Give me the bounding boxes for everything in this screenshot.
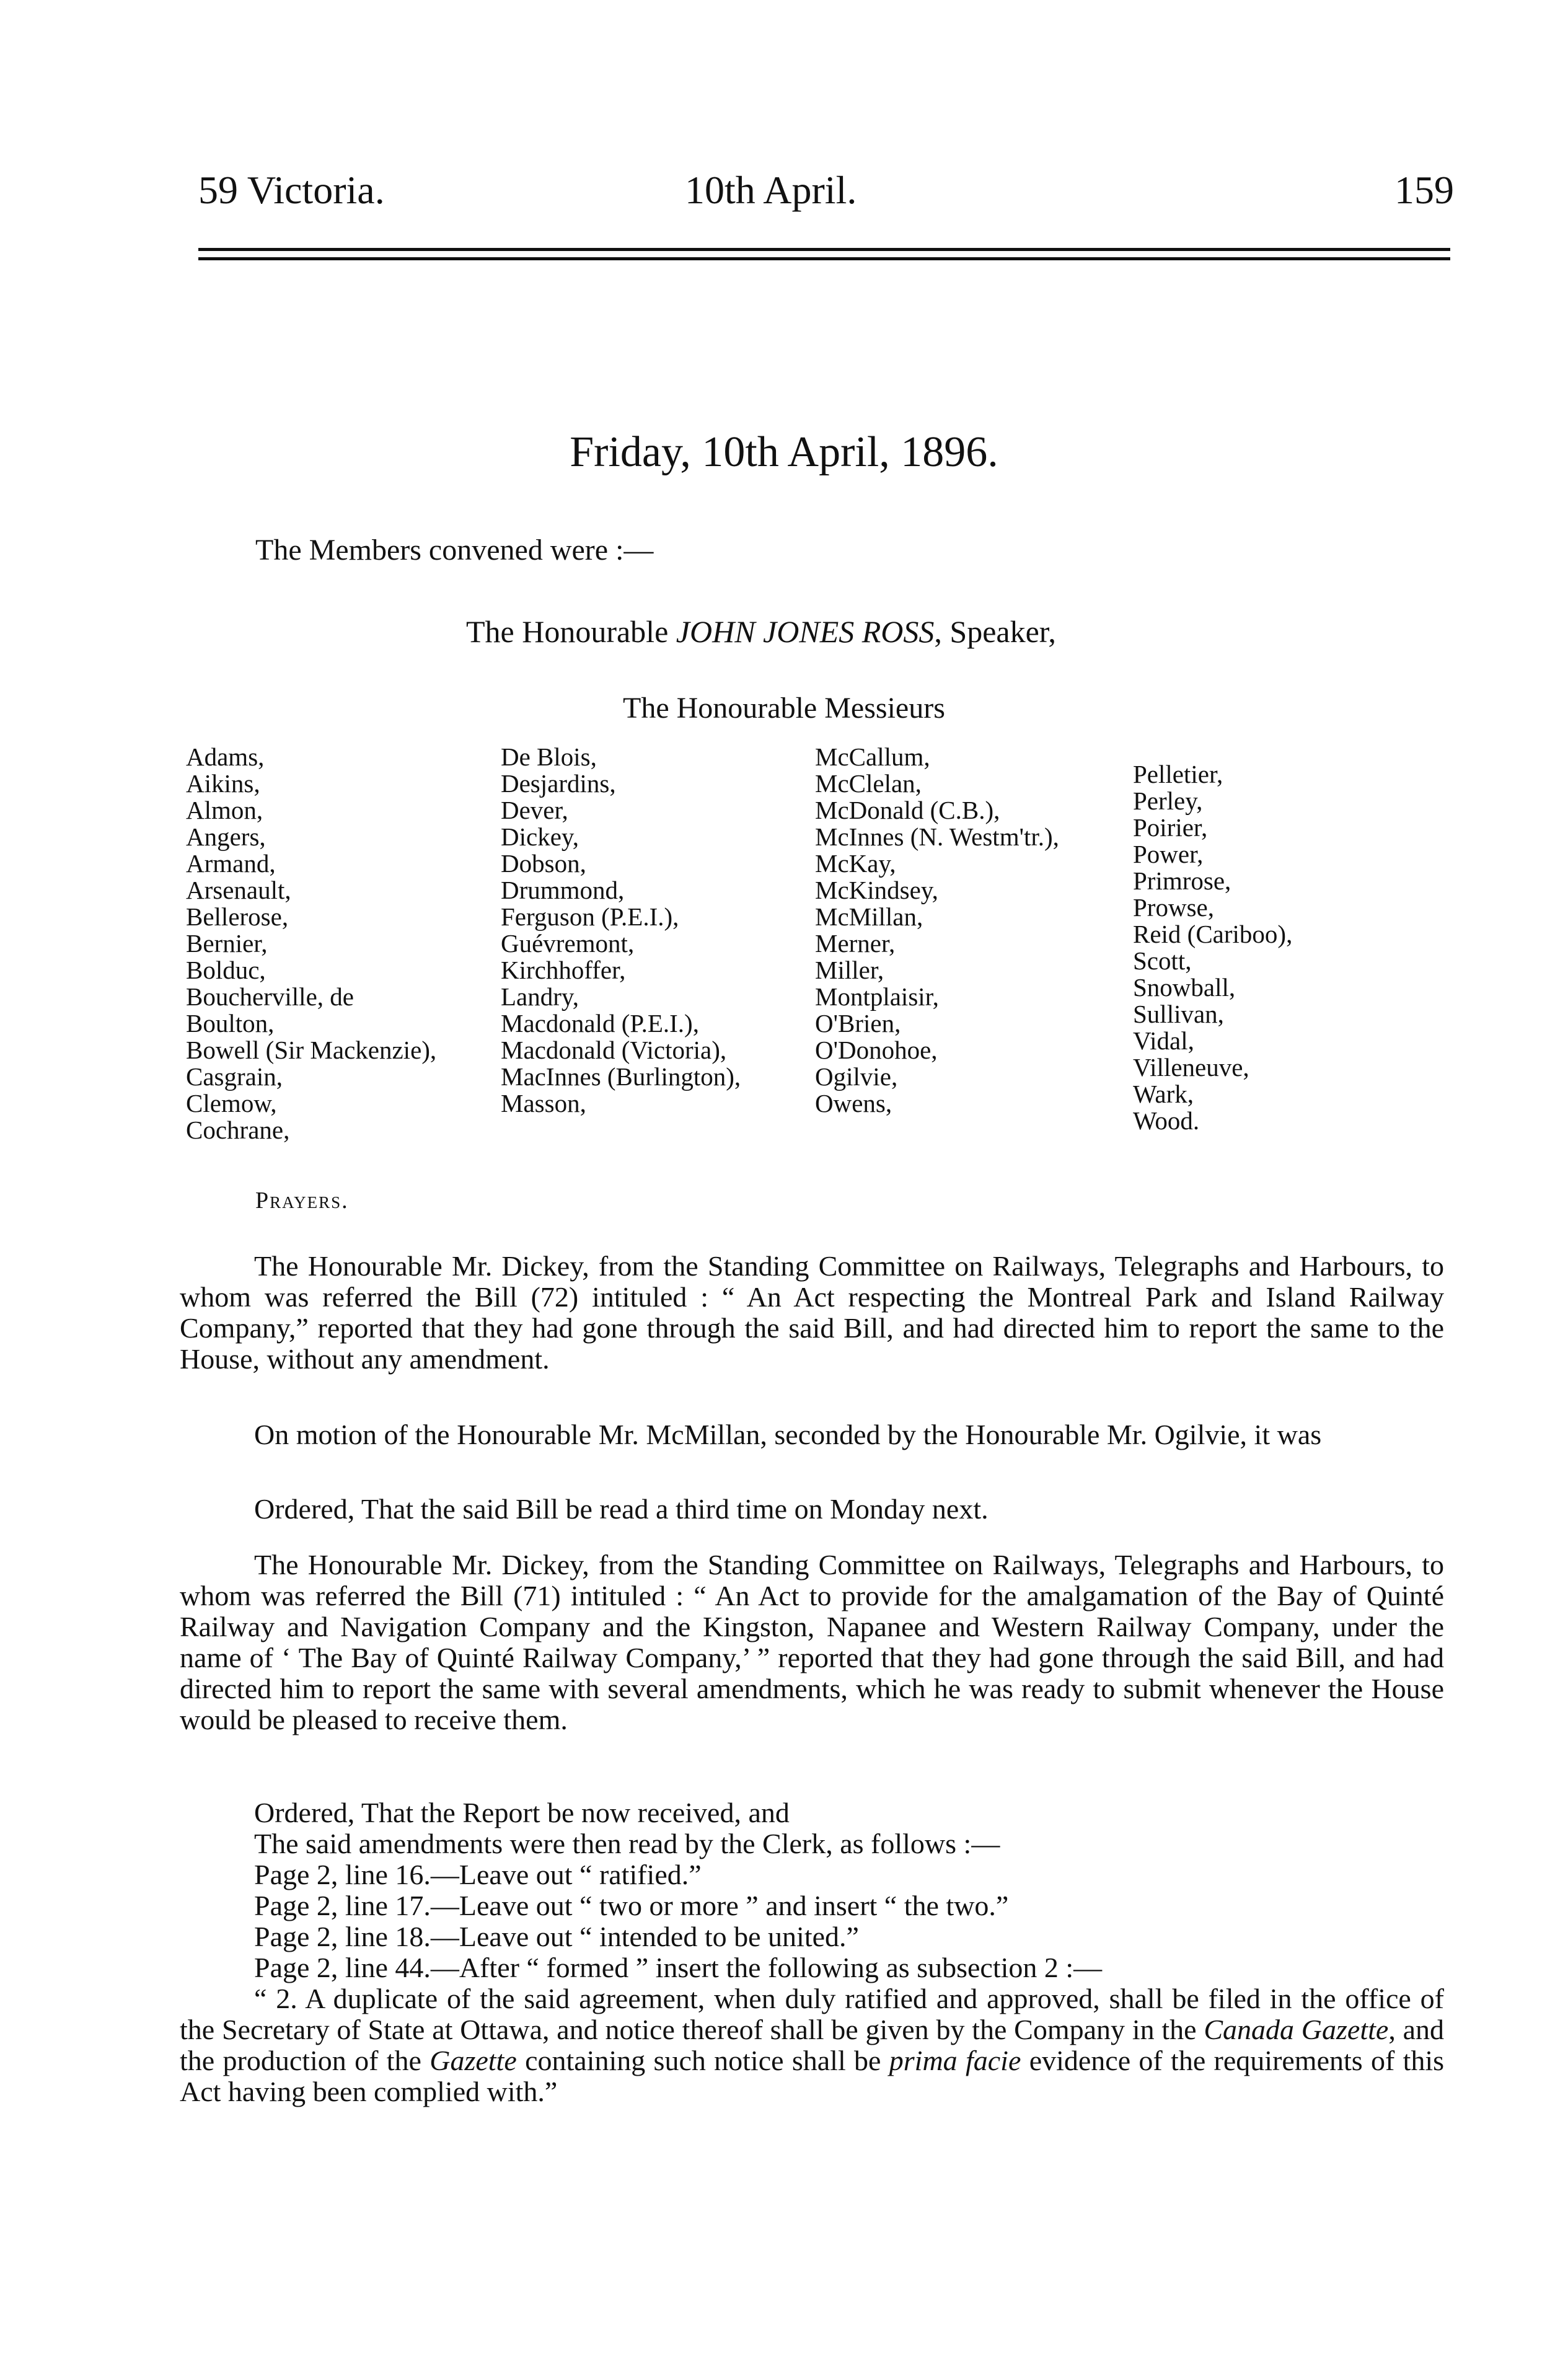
member-name: Perley, <box>1133 787 1203 815</box>
member-name: Bowell (Sir Mackenzie), <box>186 1036 437 1064</box>
member-name: McKay, <box>815 849 896 878</box>
prayers-heading: Prayers. <box>255 1188 349 1214</box>
gazette-italic: Gazette <box>429 2045 517 2076</box>
member-name: Prowse, <box>1133 893 1214 922</box>
member-name: McClelan, <box>815 769 922 798</box>
amendment-line-17: Page 2, line 17.—Leave out “ two or more ” and insert “ the two.” <box>254 1890 1009 1921</box>
ordered-third-reading: Ordered, That the said Bill be read a third time on Monday next. <box>254 1493 989 1525</box>
member-name: Arsenault, <box>186 876 291 904</box>
member-name: Casgrain, <box>186 1062 283 1091</box>
member-name: Almon, <box>186 796 263 824</box>
member-name: Sullivan, <box>1133 1000 1224 1028</box>
subsection-text-d: evidence of the requirements of this Act having been complied with.” <box>180 2045 1445 2107</box>
header-rule-top <box>198 248 1450 251</box>
member-name: McDonald (C.B.), <box>815 796 1000 824</box>
subsection-2-paragraph <box>180 1983 1444 2107</box>
members-column-4 <box>1133 761 1292 1134</box>
amendments-read-line: The said amendments were then read by the Clerk, as follows :— <box>254 1828 1000 1859</box>
amendment-line-16: Page 2, line 16.—Leave out “ ratified.” <box>254 1859 702 1890</box>
amendment-line-18: Page 2, line 18.—Leave out “ intended to be united.” <box>254 1921 859 1952</box>
member-name: Boulton, <box>186 1009 275 1038</box>
member-name: Boucherville, de <box>186 982 354 1011</box>
member-name: Vidal, <box>1133 1026 1194 1055</box>
running-header-left: 59 Victoria. <box>198 168 385 212</box>
page-number: 159 <box>1394 168 1454 212</box>
members-column-1 <box>186 744 436 1144</box>
report-paragraph-bill-72: The Honourable Mr. Dickey, from the Standing Committee on Railways, Telegraphs and Harbours, to whom was referred the Bill (72) intituled : “ An Act respecting the Montreal Park and Island Railway Company,” reported that they had gone through the said Bill, and had directed him to report the same to the House, without any amendment. <box>180 1250 1444 1375</box>
member-name: Cochrane, <box>186 1116 290 1144</box>
member-name: Drummond, <box>501 876 625 904</box>
member-name: O'Brien, <box>815 1009 901 1038</box>
ordered-report-received: Ordered, That the Report be now received, and <box>254 1797 790 1828</box>
subsection-text-b: , and the production of the <box>180 2014 1445 2076</box>
member-name: Dobson, <box>501 849 586 878</box>
member-name: Merner, <box>815 929 896 958</box>
member-name: Villeneuve, <box>1133 1053 1249 1082</box>
member-name: Ferguson (P.E.I.), <box>501 902 679 931</box>
member-name: Bolduc, <box>186 956 266 984</box>
member-name: MacInnes (Burlington), <box>501 1062 741 1091</box>
member-name: Bernier, <box>186 929 268 958</box>
member-name: Landry, <box>501 982 579 1011</box>
member-name: Montplaisir, <box>815 982 939 1011</box>
messieurs-heading: The Honourable Messieurs <box>623 692 945 725</box>
member-name: McKindsey, <box>815 876 938 904</box>
member-name: Wark, <box>1133 1080 1194 1108</box>
running-header-date: 10th April. <box>685 168 857 212</box>
member-name: Guévremont, <box>501 929 635 958</box>
member-name: Macdonald (P.E.I.), <box>501 1009 699 1038</box>
members-column-2 <box>501 744 741 1117</box>
member-name: Power, <box>1133 840 1204 868</box>
subsection-text-c: containing such notice shall be <box>525 2045 881 2076</box>
motion-paragraph: On motion of the Honourable Mr. McMillan, seconded by the Honourable Mr. Ogilvie, it was <box>254 1419 1322 1450</box>
member-name: O'Donohoe, <box>815 1036 938 1064</box>
member-name: Pelletier, <box>1133 760 1223 788</box>
page-title: Friday, 10th April, 1896. <box>570 428 998 476</box>
member-name: Dickey, <box>501 822 579 851</box>
member-name: Poirier, <box>1133 813 1208 842</box>
member-name: Desjardins, <box>501 769 616 798</box>
member-name: Miller, <box>815 956 884 984</box>
member-name: Ogilvie, <box>815 1062 898 1091</box>
speaker-name: JOHN JONES ROSS <box>676 614 935 649</box>
amendment-line-44: Page 2, line 44.—After “ formed ” insert the following as subsection 2 :— <box>254 1952 1103 1983</box>
member-name: McCallum, <box>815 743 930 771</box>
member-name: Snowball, <box>1133 973 1236 1002</box>
member-name: Dever, <box>501 796 568 824</box>
convened-line: The Members convened were :— <box>255 534 654 566</box>
speaker-line <box>466 614 1056 650</box>
report-paragraph-bill-71: The Honourable Mr. Dickey, from the Standing Committee on Railways, Telegraphs and Harbours, to whom was referred the Bill (71) intituled : “ An Act to provide for the amalgamation of the Bay of Quinté Railway and Navigation Company and the Kingston, Napanee and Western Railway Company, under the name of ‘ The Bay of Quinté Railway Company,’ ” reported that they had gone through the said Bill, and had directed him to report the same with several amendments, which he was ready to submit whenever the House would be pleased to receive them. <box>180 1549 1444 1735</box>
member-name: Reid (Cariboo), <box>1133 920 1293 948</box>
canada-gazette-italic: Canada Gazette <box>1204 2014 1389 2045</box>
member-name: Macdonald (Victoria), <box>501 1036 727 1064</box>
speaker-prefix: The Honourable <box>466 614 669 649</box>
header-rule-bottom <box>198 257 1450 260</box>
member-name: Kirchhoffer, <box>501 956 626 984</box>
member-name: Scott, <box>1133 946 1192 975</box>
member-name: Adams, <box>186 743 265 771</box>
member-name: Bellerose, <box>186 902 289 931</box>
member-name: Wood. <box>1133 1106 1200 1135</box>
speaker-suffix: , Speaker, <box>934 614 1056 649</box>
member-name: Primrose, <box>1133 866 1231 895</box>
member-name: Armand, <box>186 849 276 878</box>
member-name: Angers, <box>186 822 266 851</box>
member-name: Owens, <box>815 1089 892 1117</box>
member-name: McMillan, <box>815 902 923 931</box>
member-name: McInnes (N. Westm'tr.), <box>815 822 1059 851</box>
prima-facie-italic: prima facie <box>889 2045 1021 2076</box>
member-name: Clemow, <box>186 1089 277 1117</box>
member-name: De Blois, <box>501 743 597 771</box>
member-name: Masson, <box>501 1089 586 1117</box>
member-name: Aikins, <box>186 769 260 798</box>
members-column-3 <box>815 744 1059 1117</box>
subsection-text-a: “ 2. A duplicate of the said agreement, when duly ratified and approved, shall be filed in the office of the Secretary of State at Ottawa, and notice thereof shall be given by the Company in the <box>180 1983 1444 2045</box>
